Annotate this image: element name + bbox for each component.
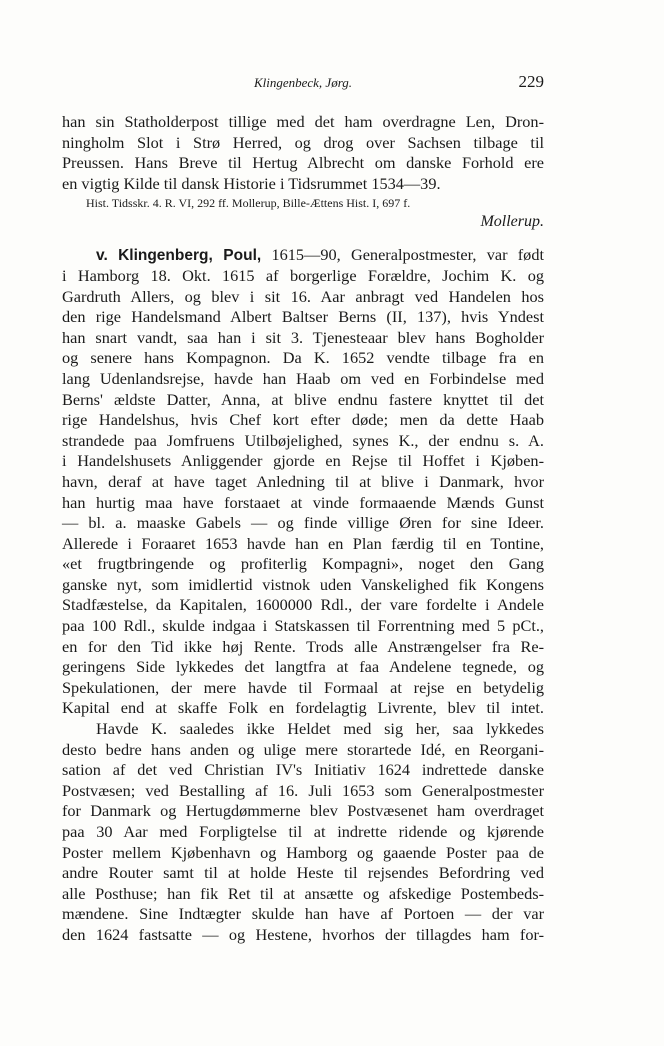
entry-name: Klingenberg, Poul, (118, 247, 262, 265)
text-line: strandede paa Jomfruens Utilbøjelighed, synes K., der endnu s. A. (62, 430, 544, 450)
text-line: paa 100 Rdl., skulde indgaa i Statskassen til Forrentning med 5 pCt., (62, 616, 544, 636)
text-line: den rige Handelsmand Albert Baltser Berns (II, 137), hvis Yndest (62, 307, 544, 327)
page-number: 229 (518, 72, 544, 91)
entry-prefix: v. (96, 247, 108, 265)
text-line: en vigtig Kilde til dansk Historie i Tidsrummet 1534—39. (62, 173, 441, 193)
text-line: Stadfæstelse, da Kapitalen, 1600000 Rdl., der vare fordelte i Andele (62, 595, 544, 615)
text-line: en for den Tid ikke høj Rente. Trods alle Anstrængelser fra Re- (62, 636, 544, 656)
text-line: den 1624 fastsatte — og Hestene, hvorhos der tillagdes ham for- (62, 924, 544, 944)
text-line: havn, deraf at have taget Anledning til at blive i Danmark, hvor (62, 471, 544, 491)
running-head: Klingenbeck, Jørg. (253, 75, 353, 90)
entry-separator (62, 233, 544, 245)
entry-first-line-text: 1615—90, Generalpostmester, var født (271, 245, 544, 265)
text-line: ningholm Slot i Strø Herred, og drog over Sachsen tilbage til (62, 132, 544, 152)
text-line: Havde K. saaledes ikke Heldet med sig her, saa lykkedes (96, 719, 544, 739)
text-line: geringens Side lykkedes det langtfra at faa Andelene tegnede, og (62, 657, 544, 677)
text-line: ganske nyt, som imidlertid vistnok uden Vanskelighed fik Kongens (62, 574, 544, 594)
text-line: lang Udenlandsrejse, havde han Haab om ved en Forbindelse med (62, 368, 544, 388)
text-line: i Handelshusets Anliggender gjorde en Rejse til Hoffet i Kjøben- (62, 451, 544, 471)
text-line: — bl. a. maaske Gabels — og finde villige Øren for sine Ideer. (62, 513, 544, 533)
text-line: Postvæsen; ved Bestalling af 16. Juli 1653 som Generalpostmester (62, 780, 544, 800)
entry-first-line (62, 245, 544, 266)
text-line: Gardruth Allers, og blev i sit 16. Aar anbragt ved Handelen hos (62, 286, 544, 306)
text-line: Spekulationen, der mere havde til Formaal at rejse en betydelig (62, 677, 544, 697)
bibliography: Hist. Tidsskr. 4. R. VI, 292 ff. Mollerup, Bille-Ættens Hist. I, 697 f. (86, 196, 411, 211)
page-header (62, 72, 544, 96)
text-line: paa 30 Aar med Forpligtelse til at indrette ridende og kjørende (62, 822, 544, 841)
text-line: Berns' ældste Datter, Anna, at blive endnu fastere knyttet til det (62, 389, 544, 409)
body-text (62, 112, 544, 946)
text-line: Poster mellem Kjøbenhavn og Hamborg og gaaende Poster paa de (62, 842, 544, 862)
text-line: Preussen. Hans Breve til Hertug Albrecht om danske Forhold ere (62, 153, 544, 173)
text-line: han hurtig maa have forstaaet at vinde formaaende Mænds Gunst (62, 492, 544, 512)
text-line: rige Handelshus, hvis Chef kort efter døde; men da dette Haab (62, 410, 544, 430)
text-line: og senere hans Kompagnon. Da K. 1652 vendte tilbage fra en (62, 348, 544, 368)
text-line: Kapital end at skaffe Folk en fordelagtig Livrente, blev til intet. (62, 698, 544, 718)
text-line: sation af det ved Christian IV's Initiativ 1624 indrettede danske (62, 760, 544, 780)
text-line: alle Posthuse; han fik Ret til at ansætte og afskedige Postembeds- (62, 883, 544, 903)
text-line: han snart vandt, saa han i sit 3. Tjenesteaar blev hans Bogholder (62, 327, 544, 347)
text-line: for Danmark og Hertugdømmerne blev Postvæsenet ham overdraget (62, 801, 544, 821)
text-line: mændene. Sine Indtægter skulde han have af Portoen — der var (62, 904, 544, 924)
text-line: desto bedre hans anden og ulige mere storartede Idé, en Reorgani- (62, 739, 544, 759)
author-signature: Mollerup. (480, 213, 544, 231)
text-line: «et frugtbringende og profiterlig Kompagni», noget den Gang (62, 554, 544, 574)
text-line: i Hamborg 18. Okt. 1615 af borgerlige Forældre, Jochim K. og (62, 265, 544, 285)
text-line: han sin Statholderpost tillige med det ham overdragne Len, Dron- (62, 112, 544, 131)
text-line: andre Router samt til at holde Heste til rejsendes Befordring ved (62, 863, 544, 883)
text-line: Allerede i Foraaret 1653 havde han en Plan færdig til en Tontine, (62, 533, 544, 553)
